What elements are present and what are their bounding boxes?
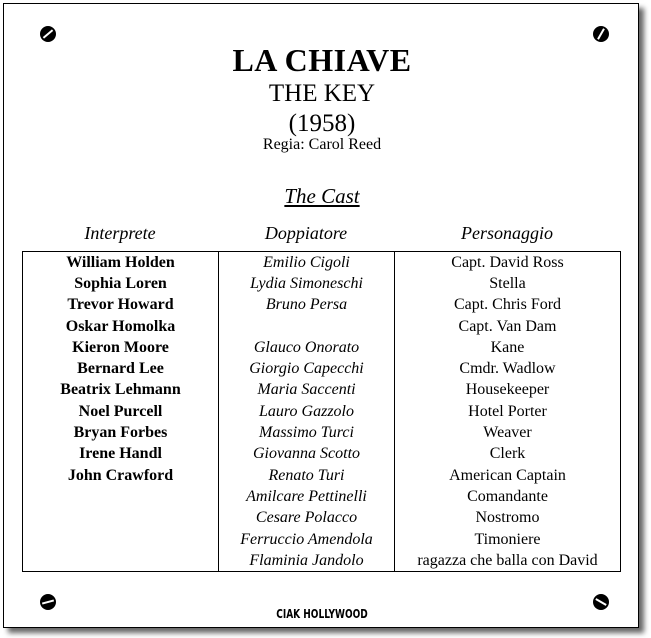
- character-cell: Capt. David Ross: [395, 252, 621, 274]
- character-cell: Timoniere: [395, 529, 621, 550]
- column-header-actor: Interprete: [84, 223, 156, 243]
- table-row: [23, 508, 621, 529]
- ciak-hollywood-logo: CIAK HOLLYWOOD: [276, 607, 368, 621]
- dubber-cell: Cesare Polacco: [219, 508, 395, 529]
- actor-cell: [23, 486, 219, 507]
- dubber-cell: Emilio Cigoli: [219, 252, 395, 274]
- actor-cell: Irene Handl: [23, 444, 219, 465]
- actor-cell: [23, 529, 219, 550]
- table-row: [23, 422, 621, 443]
- character-cell: Hotel Porter: [395, 401, 621, 422]
- dubber-cell: Massimo Turci: [219, 422, 395, 443]
- screw-icon: [593, 594, 609, 610]
- screw-icon: [593, 26, 609, 42]
- cast-table: [22, 251, 621, 572]
- character-cell: Housekeeper: [395, 380, 621, 401]
- table-row: [23, 401, 621, 422]
- dubber-cell: Maria Saccenti: [219, 380, 395, 401]
- actor-cell: Oskar Homolka: [23, 316, 219, 337]
- actor-cell: Trevor Howard: [23, 295, 219, 316]
- dubber-cell: Lydia Simoneschi: [219, 273, 395, 294]
- actor-cell: [23, 550, 219, 572]
- table-row: [23, 444, 621, 465]
- screw-icon: [40, 594, 56, 610]
- actor-cell: Beatrix Lehmann: [23, 380, 219, 401]
- dubber-cell: Lauro Gazzolo: [219, 401, 395, 422]
- dubber-cell: Giovanna Scotto: [219, 444, 395, 465]
- character-cell: Nostromo: [395, 508, 621, 529]
- table-row: [23, 486, 621, 507]
- character-cell: Capt. Chris Ford: [395, 295, 621, 316]
- character-cell: Kane: [395, 337, 621, 358]
- character-cell: Cmdr. Wadlow: [395, 358, 621, 379]
- dubber-cell: Glauco Onorato: [219, 337, 395, 358]
- dubber-cell: Renato Turi: [219, 465, 395, 486]
- screw-icon: [40, 26, 56, 42]
- cast-heading: The Cast: [284, 184, 360, 208]
- actor-cell: John Crawford: [23, 465, 219, 486]
- table-row: [23, 550, 621, 572]
- film-title-italian: LA CHIAVE: [232, 42, 412, 78]
- film-title-english: THE KEY: [268, 80, 376, 107]
- dubber-cell: Ferruccio Amendola: [219, 529, 395, 550]
- character-cell: Clerk: [395, 444, 621, 465]
- actor-cell: Kieron Moore: [23, 337, 219, 358]
- character-cell: Weaver: [395, 422, 621, 443]
- actor-cell: Bryan Forbes: [23, 422, 219, 443]
- character-cell: ragazza che balla con David: [395, 550, 621, 572]
- table-row: [23, 252, 621, 274]
- table-row: [23, 380, 621, 401]
- character-cell: Comandante: [395, 486, 621, 507]
- character-cell: American Captain: [395, 465, 621, 486]
- dubber-cell: Giorgio Capecchi: [219, 358, 395, 379]
- actor-cell: Sophia Loren: [23, 273, 219, 294]
- table-row: [23, 337, 621, 358]
- dubber-cell: Bruno Persa: [219, 295, 395, 316]
- table-row: [23, 529, 621, 550]
- table-row: [23, 273, 621, 294]
- table-row: [23, 316, 621, 337]
- dubber-cell: Amilcare Pettinelli: [219, 486, 395, 507]
- column-header-character: Personaggio: [461, 223, 553, 243]
- cast-plaque: [3, 3, 639, 628]
- column-header-dubber: Doppiatore: [264, 223, 348, 243]
- actor-cell: Bernard Lee: [23, 358, 219, 379]
- table-row: [23, 465, 621, 486]
- actor-cell: [23, 508, 219, 529]
- table-row: [23, 358, 621, 379]
- character-cell: Stella: [395, 273, 621, 294]
- dubber-cell: [219, 316, 395, 337]
- table-row: [23, 295, 621, 316]
- film-year: (1958): [288, 110, 356, 137]
- actor-cell: Noel Purcell: [23, 401, 219, 422]
- director-credit: Regia: Carol Reed: [262, 136, 382, 153]
- actor-cell: William Holden: [23, 252, 219, 274]
- dubber-cell: Flaminia Jandolo: [219, 550, 395, 572]
- character-cell: Capt. Van Dam: [395, 316, 621, 337]
